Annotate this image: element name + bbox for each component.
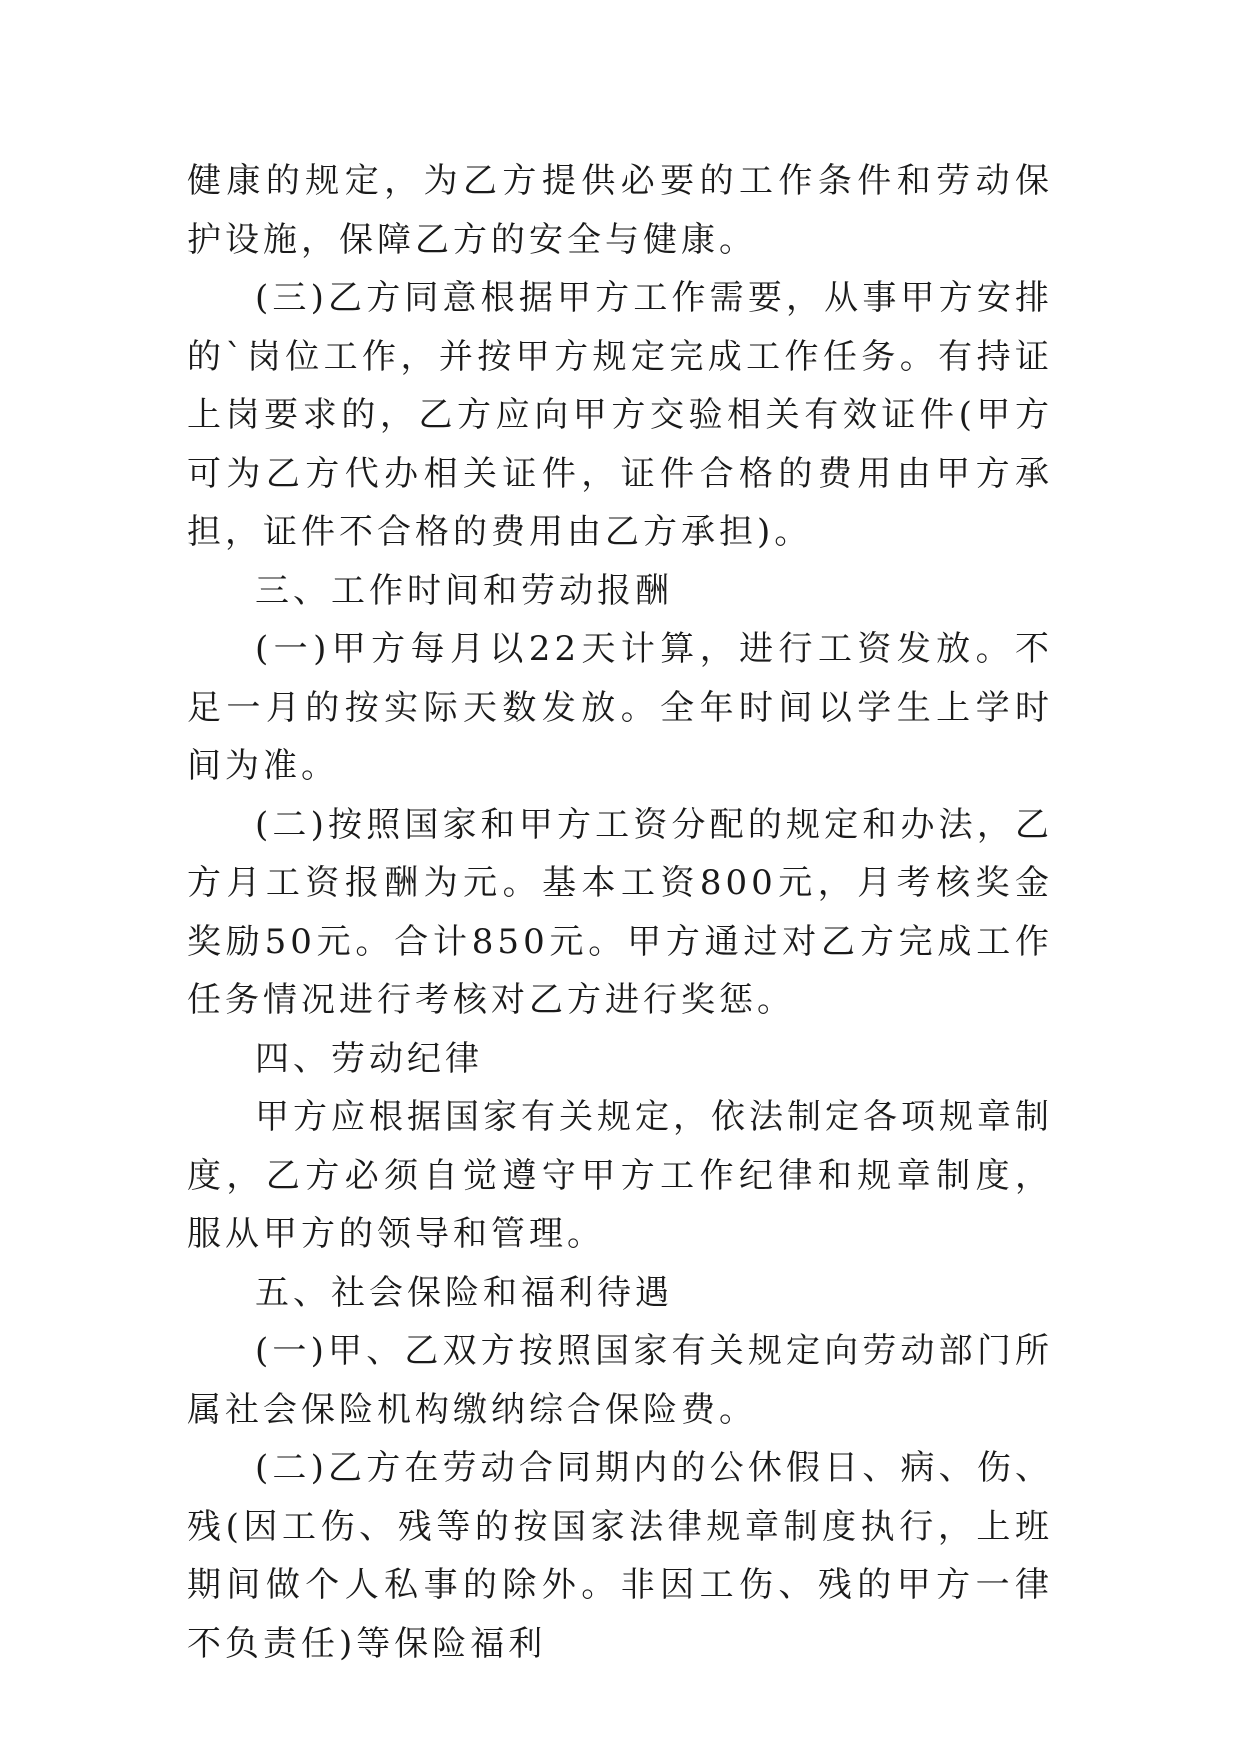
paragraph-clause-2-wage-amount: (二)按照国家和甲方工资分配的规定和办法，乙方月工资报酬为元。基本工资800元，月考核奖金奖励50元。合计850元。甲方通过对乙方完成工作任务情况进行考核对乙方进行奖惩。 <box>187 804 1053 1020</box>
document-body <box>187 152 1053 1673</box>
paragraph-continued-health: 健康的规定，为乙方提供必要的工作条件和劳动保护设施，保障乙方的安全与健康。 <box>187 161 1053 260</box>
section-heading-3: 三、工作时间和劳动报酬 <box>255 570 673 611</box>
paragraph-clause-1-wage-days: (一)甲方每月以22天计算，进行工资发放。不足一月的按实际天数发放。全年时间以学生上学时间为准。 <box>187 629 1053 786</box>
paragraph-clause-3-job-duties: (三)乙方同意根据甲方工作需要，从事甲方安排的`岗位工作，并按甲方规定完成工作任务。有持证上岗要求的，乙方应向甲方交验相关有效证件(甲方可为乙方代办相关证件，证件合格的费用由甲方承担，证件不合格的费用由乙方承担)。 <box>187 278 1053 552</box>
paragraph-clause-2-holidays: (二)乙方在劳动合同期内的公休假日、病、伤、残(因工伤、残等的按国家法律规章制度执行，上班期间做个人私事的除外。非因工伤、残的甲方一律不负责任)等保险福利 <box>187 1448 1053 1664</box>
paragraph-clause-1-insurance: (一)甲、乙双方按照国家有关规定向劳动部门所属社会保险机构缴纳综合保险费。 <box>187 1331 1053 1430</box>
section-heading-4: 四、劳动纪律 <box>255 1038 483 1079</box>
section-heading-5: 五、社会保险和福利待遇 <box>255 1272 673 1313</box>
paragraph-labor-discipline: 甲方应根据国家有关规定，依法制定各项规章制度，乙方必须自觉遵守甲方工作纪律和规章制度，服从甲方的领导和管理。 <box>187 1097 1053 1254</box>
